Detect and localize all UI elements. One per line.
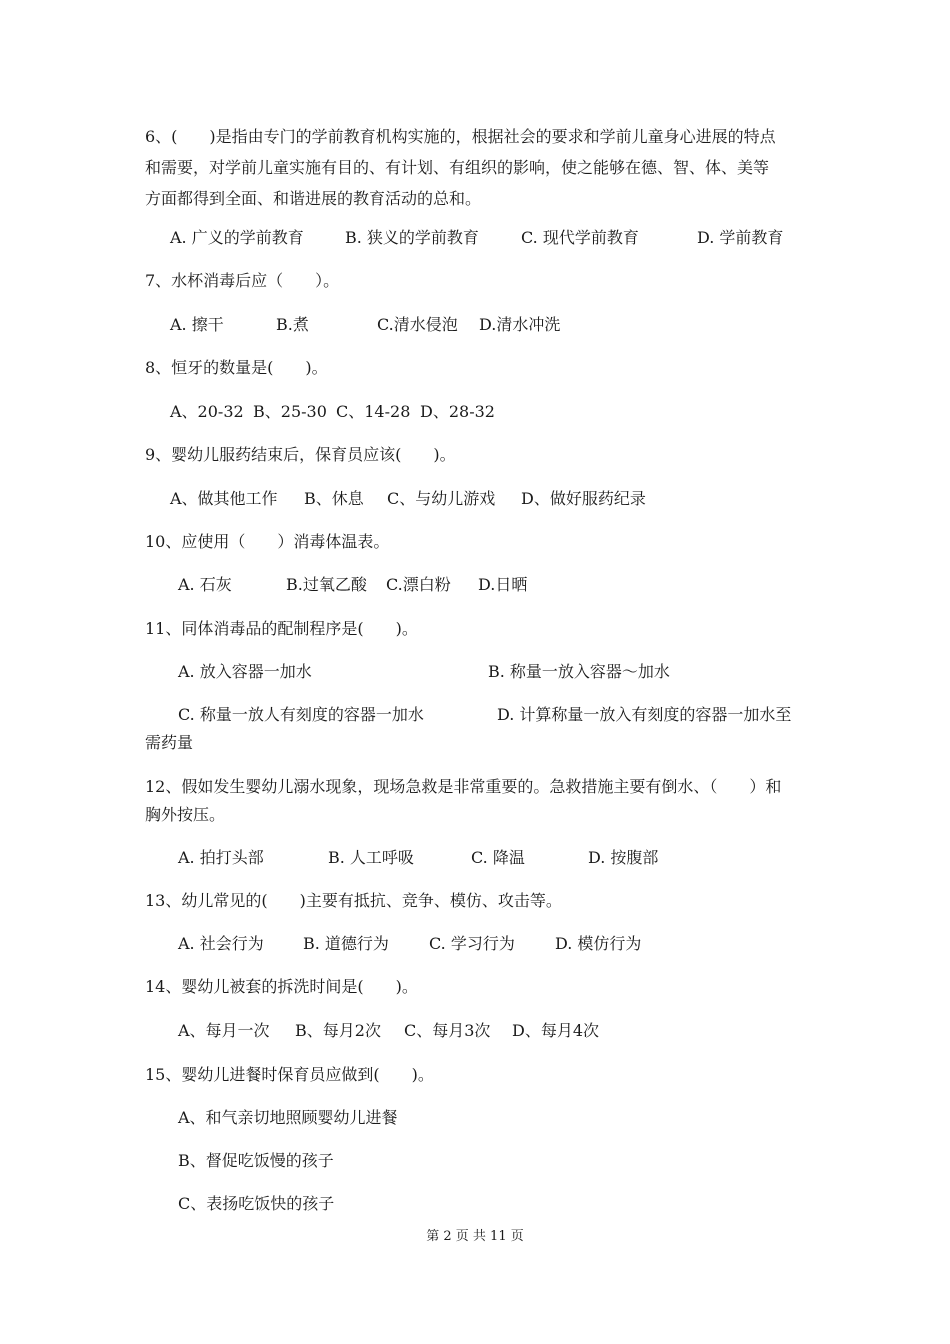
q14-text: 14、婴幼儿被套的拆洗时间是( )。 <box>145 977 418 996</box>
q8-text: 8、恒牙的数量是( )。 <box>145 358 328 377</box>
q12-text-line-2: 胸外按压。 <box>145 805 226 824</box>
q9-option-d: D、做好服药纪录 <box>521 489 646 508</box>
q15-option-a: A、和气亲切地照顾婴幼儿进餐 <box>178 1108 398 1127</box>
q11-option-b: B. 称量一放入容器～加水 <box>488 662 670 681</box>
q12-option-d: D. 按腹部 <box>588 848 659 867</box>
q11-option-c: C. 称量一放人有刻度的容器一加水 <box>178 705 424 724</box>
q9-text: 9、婴幼儿服药结束后，保育员应该( )。 <box>145 445 456 464</box>
q10-option-d: D.日晒 <box>478 575 528 594</box>
q15-option-c: C、表扬吃饭快的孩子 <box>178 1194 335 1213</box>
q7-option-d: D.清水冲洗 <box>479 315 561 334</box>
q9-option-b: B、休息 <box>304 489 364 508</box>
q12-text-line-1: 12、假如发生婴幼儿溺水现象，现场急救是非常重要的。急救措施主要有倒水、（ ）和 <box>145 777 782 796</box>
q14-option-d: D、每月4次 <box>512 1021 600 1040</box>
q9-option-a: A、做其他工作 <box>170 489 278 508</box>
q6-text-line-1: 6、( )是指由专门的学前教育机构实施的，根据社会的要求和学前儿童身心进展的特点 <box>145 127 776 146</box>
q6-option-a: A. 广义的学前教育 <box>170 228 304 247</box>
q10-option-b: B.过氧乙酸 <box>286 575 367 594</box>
q13-text: 13、幼儿常见的( )主要有抵抗、竞争、模仿、攻击等。 <box>145 891 562 910</box>
q12-option-b: B. 人工呼吸 <box>328 848 414 867</box>
q9-option-c: C、与幼儿游戏 <box>387 489 496 508</box>
q12-option-a: A. 拍打头部 <box>178 848 264 867</box>
q11-option-d: D. 计算称量一放入有刻度的容器一加水至 <box>497 705 792 724</box>
q14-option-a: A、每月一次 <box>178 1021 270 1040</box>
q10-text: 10、应使用（ ）消毒体温表。 <box>145 532 390 551</box>
q11-option-a: A. 放入容器一加水 <box>178 662 312 681</box>
q13-option-b: B. 道德行为 <box>303 934 389 953</box>
q14-option-b: B、每月2次 <box>295 1021 381 1040</box>
q7-option-b: B.煮 <box>276 315 309 334</box>
q8-option-d: D、28-32 <box>420 402 495 421</box>
q6-text-line-2: 和需要，对学前儿童实施有目的、有计划、有组织的影响，使之能够在德、智、体、美等 <box>145 158 770 177</box>
q8-option-c: C、14-28 <box>336 402 411 421</box>
q6-option-c: C. 现代学前教育 <box>521 228 639 247</box>
q12-option-c: C. 降温 <box>471 848 525 867</box>
q15-text: 15、婴幼儿进餐时保育员应做到( )。 <box>145 1065 434 1084</box>
q6-option-b: B. 狭义的学前教育 <box>345 228 479 247</box>
q13-option-d: D. 模仿行为 <box>555 934 642 953</box>
q7-option-c: C.清水侵泡 <box>377 315 458 334</box>
q10-option-c: C.漂白粉 <box>386 575 451 594</box>
q8-option-a: A、20-32 <box>170 402 244 421</box>
q13-option-c: C. 学习行为 <box>429 934 515 953</box>
q7-text: 7、水杯消毒后应（ ）。 <box>145 271 340 290</box>
q13-option-a: A. 社会行为 <box>178 934 264 953</box>
q14-option-c: C、每月3次 <box>404 1021 491 1040</box>
q6-text-line-3: 方面都得到全面、和谐进展的教育活动的总和。 <box>145 189 482 208</box>
q11-text: 11、同体消毒品的配制程序是( )。 <box>145 619 418 638</box>
q7-option-a: A. 擦干 <box>170 315 224 334</box>
q10-option-a: A. 石灰 <box>178 575 232 594</box>
q8-option-b: B、25-30 <box>253 402 327 421</box>
page-footer: 第 2 页 共 11 页 <box>426 1229 524 1244</box>
q6-option-d: D. 学前教育 <box>697 228 784 247</box>
q15-option-b: B、督促吃饭慢的孩子 <box>178 1151 334 1170</box>
q11-option-d-continuation: 需药量 <box>145 733 194 752</box>
